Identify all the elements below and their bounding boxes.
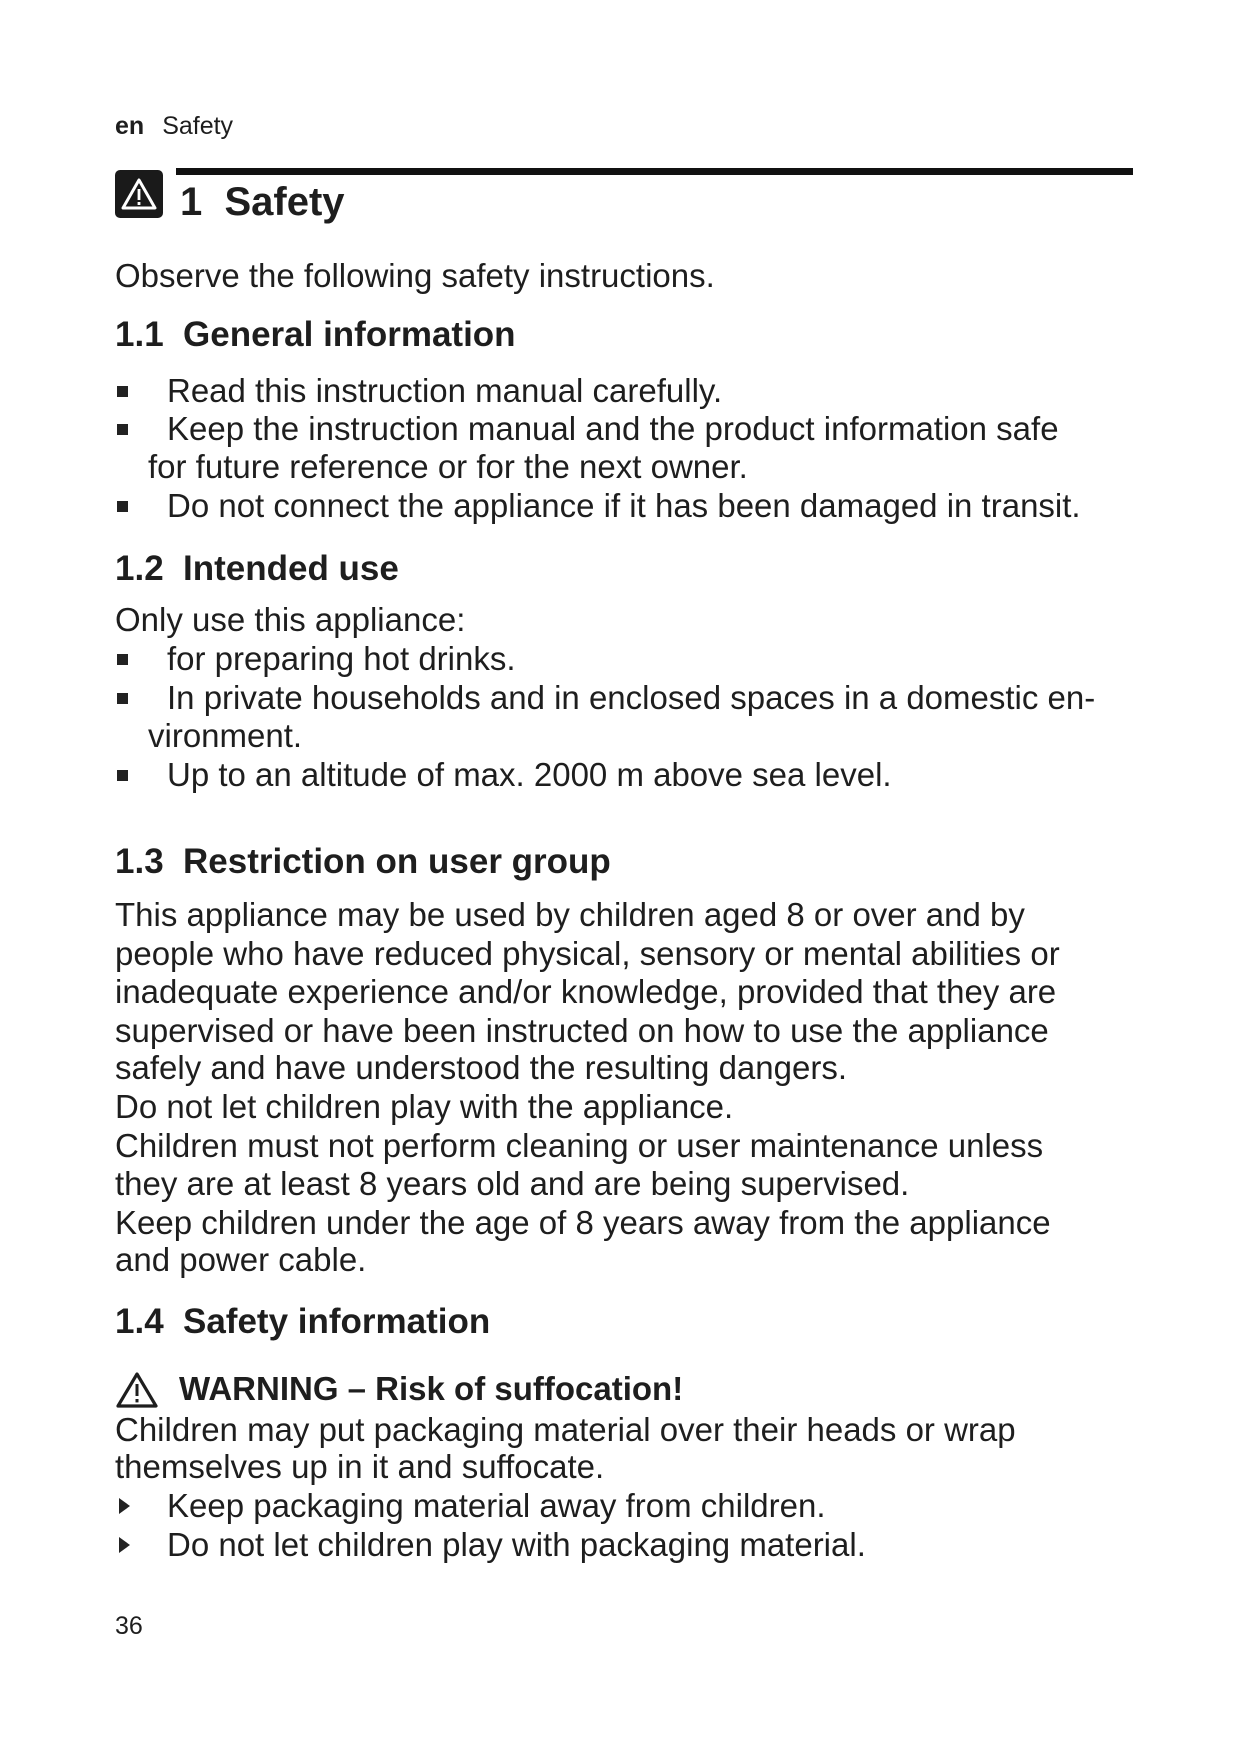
warning-heading: WARNING – Risk of suffocation!	[115, 1370, 683, 1408]
action-step: Do not let children play with packaging material.	[115, 1526, 866, 1564]
section-title: Safety information	[183, 1302, 491, 1341]
list-item: Do not connect the appliance if it has been damaged in transit.	[115, 487, 1081, 525]
section-heading-intended-use	[115, 549, 399, 589]
chapter-title	[180, 180, 345, 225]
square-bullet-icon	[117, 501, 128, 512]
square-bullet-icon	[117, 386, 128, 397]
arrow-bullet-icon	[119, 1537, 130, 1553]
restriction-line: This appliance may be used by children aged 8 or over and by	[115, 896, 1025, 933]
section-title: General information	[183, 315, 516, 354]
section-number: 1.4	[115, 1302, 164, 1341]
section-number: 1.3	[115, 842, 164, 881]
section-number: 1.1	[115, 315, 164, 354]
intro-text: Observe the following safety instructions.	[115, 257, 715, 294]
restriction-line: and power cable.	[115, 1241, 367, 1278]
list-item: Up to an altitude of max. 2000 m above sea level.	[115, 756, 892, 794]
section-heading-general-information	[115, 315, 516, 355]
chapter-title-text: Safety	[224, 180, 345, 224]
restriction-line: Keep children under the age of 8 years away from the appliance	[115, 1204, 1051, 1241]
intended-use-lead: Only use this appliance:	[115, 601, 466, 638]
warning-triangle-icon	[115, 1370, 159, 1410]
list-item: Read this instruction manual carefully.	[115, 372, 722, 410]
restriction-line: inadequate experience and/or knowledge, provided that they are	[115, 973, 1057, 1010]
arrow-bullet-icon	[119, 1498, 130, 1514]
restriction-line: Do not let children play with the appliance.	[115, 1088, 734, 1125]
section-title: Restriction on user group	[183, 842, 611, 881]
square-bullet-icon	[117, 770, 128, 781]
restriction-line: supervised or have been instructed on how to use the appliance	[115, 1012, 1049, 1049]
page-number: 36	[115, 1612, 143, 1640]
square-bullet-icon	[117, 424, 128, 435]
chapter-number: 1	[180, 180, 203, 224]
warning-text-line: Children may put packaging material over their heads or wrap	[115, 1411, 1016, 1448]
section-heading-safety-information	[115, 1302, 490, 1342]
list-item: In private households and in enclosed spaces in a domestic en- vironment.	[115, 679, 1095, 755]
language-code: en	[115, 112, 145, 140]
restriction-line: safely and have understood the resulting dangers.	[115, 1049, 847, 1086]
section-heading-restriction	[115, 842, 611, 882]
section-number: 1.2	[115, 549, 164, 588]
list-item: Keep the instruction manual and the product information safe for future reference or for the next owner.	[115, 410, 1059, 486]
warning-triangle-icon	[115, 170, 163, 218]
list-item: for preparing hot drinks.	[115, 640, 516, 678]
section-title: Intended use	[183, 549, 399, 588]
running-header-section: Safety	[162, 112, 234, 140]
action-step: Keep packaging material away from children.	[115, 1487, 826, 1525]
square-bullet-icon	[117, 654, 128, 665]
running-header	[115, 112, 233, 141]
restriction-line: they are at least 8 years old and are being supervised.	[115, 1165, 910, 1202]
restriction-line: people who have reduced physical, sensory or mental abilities or	[115, 935, 1060, 972]
warning-text-line: themselves up in it and suffocate.	[115, 1448, 605, 1485]
restriction-line: Children must not perform cleaning or user maintenance unless	[115, 1127, 1044, 1164]
chapter-rule	[176, 168, 1133, 175]
square-bullet-icon	[117, 693, 128, 704]
